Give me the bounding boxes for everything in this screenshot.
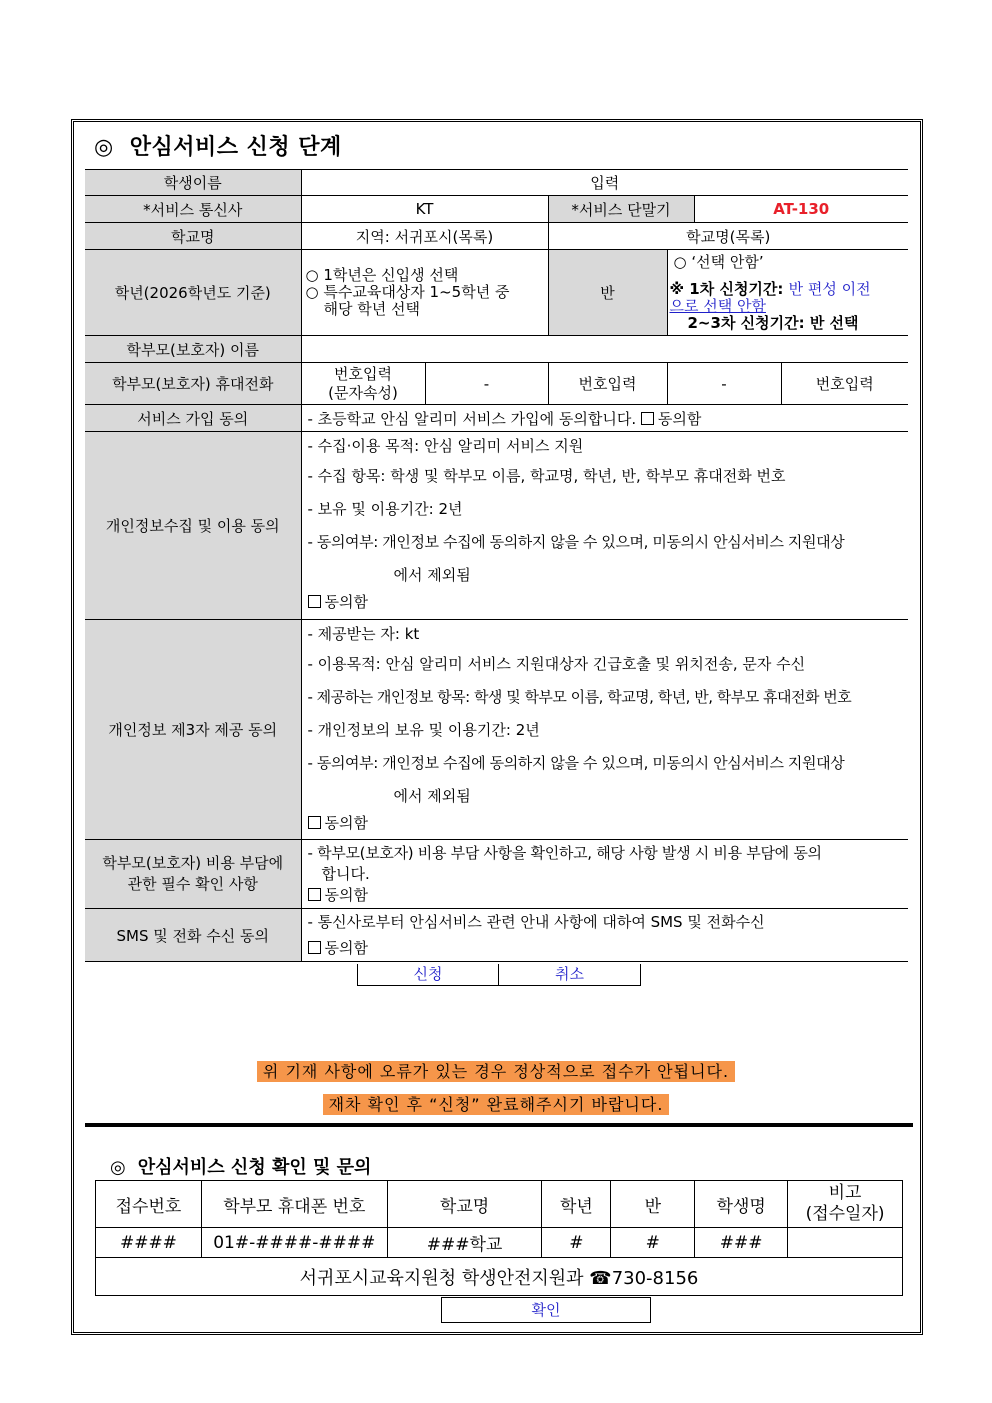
parent-name-input[interactable]: [301, 336, 908, 363]
double-circle-icon: ◎: [110, 1157, 126, 1178]
notice-line-1: [0, 1059, 992, 1082]
header-remark-2: (접수일자): [805, 1204, 885, 1224]
service-consent-check: 동의함: [657, 409, 702, 428]
cost-line-1: - 학부모(보호자) 비용 부담 사항을 확인하고, 해당 사항 발생 시 비용 부담에 동의: [307, 843, 822, 862]
class-note-2b: 반 편성 이전: [788, 279, 871, 298]
sms-consent-label: SMS 및 전화 수신 동의: [85, 909, 301, 962]
contact-phone: ☎730-8156: [589, 1267, 699, 1289]
class-select[interactable]: [667, 250, 908, 336]
phone-part-1-sub: (문자속성): [328, 383, 398, 402]
privacy-line-2: - 수집 항목: 학생 및 학부모 이름, 학교명, 학년, 반, 학부모 휴대전화 번호: [307, 467, 786, 485]
checkbox-icon[interactable]: [308, 888, 321, 901]
privacy-line-5: 에서 제외됨: [393, 566, 471, 584]
school-select[interactable]: 학교명(목록): [548, 223, 908, 250]
privacy-consent-label: 개인정보수집 및 이용 동의: [85, 432, 301, 620]
contact-office: 서귀포시교육지원청 학생안전지원과: [299, 1267, 584, 1289]
student-name-label: 학생이름: [85, 170, 301, 196]
checkbox-icon[interactable]: [308, 941, 321, 954]
privacy-consent-check: 동의함: [324, 593, 368, 611]
student-name-input[interactable]: 입력: [301, 170, 908, 196]
sms-consent-check: 동의함: [324, 939, 368, 957]
school-label: 학교명: [85, 223, 301, 250]
checkbox-icon[interactable]: [308, 816, 321, 829]
third-party-label: 개인정보 제3자 제공 동의: [85, 620, 301, 840]
grade-note-1: ○ 1학년은 신입생 선택: [305, 266, 459, 284]
cancel-button[interactable]: 취소: [499, 964, 641, 986]
third-party-cell: [301, 620, 908, 840]
cell-school: ###학교: [387, 1228, 542, 1258]
notice-line-2: [0, 1092, 992, 1115]
confirm-button[interactable]: 확인: [441, 1297, 651, 1323]
apply-button[interactable]: 신청: [357, 964, 499, 986]
cost-label-1: 학부모(보호자) 비용 부담에: [102, 854, 284, 872]
notice-text-1: 위 기재 사항에 오류가 있는 경우 정상적으로 접수가 안됩니다.: [257, 1061, 735, 1082]
third-line-4: - 개인정보의 보유 및 이용기간: 2년: [307, 721, 540, 739]
parent-name-label: 학부모(보호자) 이름: [85, 336, 301, 363]
service-consent-cell: [301, 405, 908, 432]
cell-grade: #: [542, 1228, 611, 1258]
device-label: *서비스 단말기: [548, 196, 694, 223]
carrier-label: *서비스 통신사: [85, 196, 301, 223]
phone-dash-1: -: [425, 363, 548, 405]
header-remark-1: 비고: [828, 1183, 862, 1203]
privacy-line-3: - 보유 및 이용기간: 2년: [307, 500, 463, 518]
cost-line-2: 합니다.: [321, 864, 370, 883]
header-grade: 학년: [542, 1181, 611, 1228]
grade-note-2: ○ 특수교육대상자 1~5학년 중: [305, 283, 510, 301]
class-note-3: 2~3차 신청기간: 반 선택: [687, 313, 859, 332]
header-receipt-no: 접수번호: [96, 1181, 202, 1228]
phone-part-3[interactable]: 번호입력: [781, 363, 908, 405]
class-note-2c: 으로 선택 안함: [669, 296, 766, 315]
carrier-value[interactable]: KT: [301, 196, 548, 223]
grade-label: 학년(2026학년도 기준): [85, 250, 301, 336]
class-label: 반: [548, 250, 667, 336]
privacy-line-4: - 동의여부: 개인정보 수집에 동의하지 않을 수 있으며, 미동의시 안심서비스 지원대상: [307, 533, 845, 551]
cell-parent-phone: 01#-####-####: [201, 1228, 387, 1258]
header-parent-phone: 학부모 휴대폰 번호: [201, 1181, 387, 1228]
checkbox-icon[interactable]: [308, 595, 321, 608]
cell-student: ###: [695, 1228, 788, 1258]
cost-consent-check: 동의함: [324, 885, 368, 904]
third-line-1: - 제공받는 자: kt: [307, 625, 420, 643]
header-school: 학교명: [387, 1181, 542, 1228]
cell-receipt-no: ####: [96, 1228, 202, 1258]
cost-label-2: 관한 필수 확인 사항: [127, 875, 258, 893]
phone-part-2[interactable]: 번호입력: [548, 363, 667, 405]
cell-class: #: [611, 1228, 695, 1258]
third-line-5: - 동의여부: 개인정보 수집에 동의하지 않을 수 있으며, 미동의시 안심서비스 지원대상: [307, 754, 845, 772]
section-title-text: 안심서비스 신청 단계: [129, 135, 342, 160]
section-divider: [85, 1123, 913, 1127]
region-select[interactable]: 지역: 서귀포시(목록): [301, 223, 548, 250]
header-class: 반: [611, 1181, 695, 1228]
inquiry-title: [110, 1153, 371, 1179]
cost-consent-label: [85, 840, 301, 909]
checkbox-icon[interactable]: [641, 412, 654, 425]
phone-part-1[interactable]: [301, 363, 425, 405]
third-line-3: - 제공하는 개인정보 항목: 학생 및 학부모 이름, 학교명, 학년, 반, 학부모 휴대전화 번호: [307, 688, 852, 706]
phone-dash-2: -: [667, 363, 781, 405]
cost-consent-cell: [301, 840, 908, 909]
inquiry-table: [95, 1180, 903, 1296]
cell-remark: [788, 1228, 903, 1258]
phone-part-1-label: 번호입력: [334, 364, 392, 383]
inquiry-title-text: 안심서비스 신청 확인 및 문의: [137, 1157, 372, 1178]
application-form: [85, 169, 908, 962]
grade-select[interactable]: [301, 250, 548, 336]
service-consent-label: 서비스 가입 동의: [85, 405, 301, 432]
grade-note-3: 해당 학년 선택: [323, 300, 420, 318]
third-line-6: 에서 제외됨: [393, 787, 471, 805]
class-note-2a: ※ 1차 신청기간:: [669, 279, 789, 298]
third-line-2: - 이용목적: 안심 알리미 서비스 지원대상자 긴급호출 및 위치전송, 문자 수신: [307, 655, 806, 673]
device-value[interactable]: AT-130: [694, 196, 908, 223]
class-note-1: ○ ‘선택 안함’: [673, 252, 764, 271]
privacy-consent-cell: [301, 432, 908, 620]
header-remark: [788, 1181, 903, 1228]
service-consent-text: - 초등학교 안심 알리미 서비스 가입에 동의합니다.: [307, 409, 637, 428]
privacy-line-1: - 수집·이용 목적: 안심 알리미 서비스 지원: [307, 437, 584, 455]
third-party-check: 동의함: [324, 814, 368, 832]
parent-phone-label: 학부모(보호자) 휴대전화: [85, 363, 301, 405]
sms-consent-cell: [301, 909, 908, 962]
button-row: [357, 964, 641, 986]
double-circle-icon: ◎: [94, 135, 114, 160]
section-title: [94, 130, 342, 161]
notice-text-2: 재차 확인 후 “신청” 완료해주시기 바랍니다.: [323, 1094, 670, 1115]
header-student: 학생명: [695, 1181, 788, 1228]
contact-cell: [96, 1258, 903, 1296]
sms-line-1: - 통신사로부터 안심서비스 관련 안내 사항에 대하여 SMS 및 전화수신: [307, 913, 765, 931]
